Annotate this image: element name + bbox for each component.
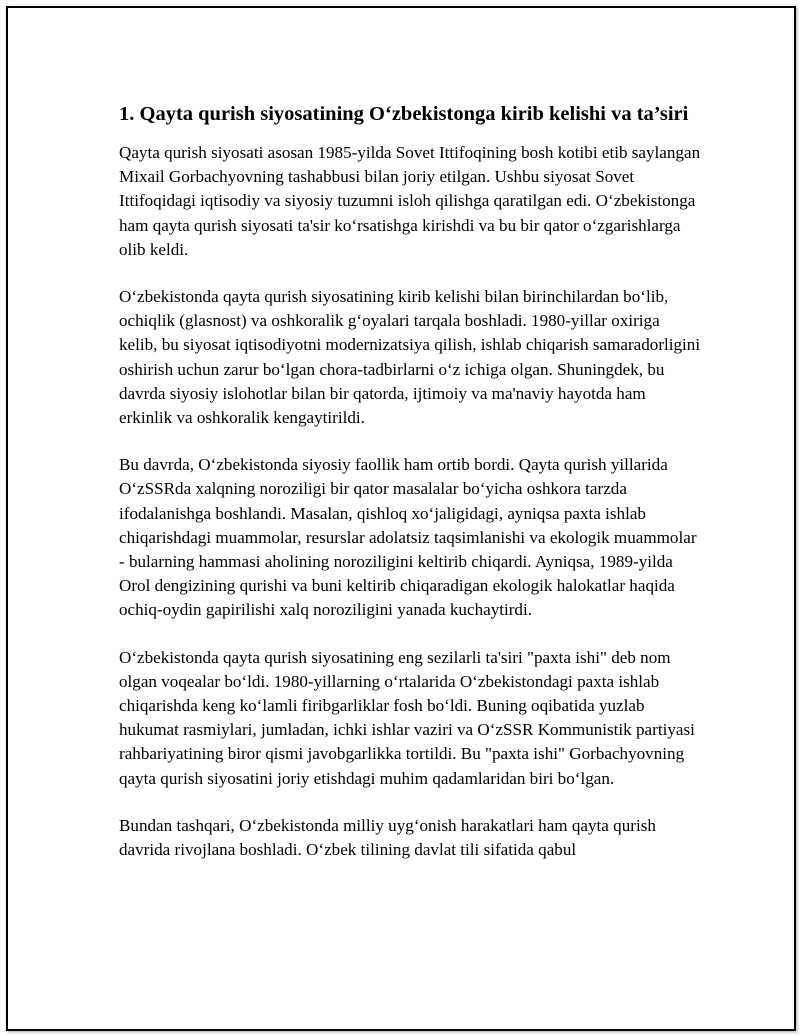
paragraph-1: Qayta qurish siyosati asosan 1985-yilda Sovet Ittifoqining bosh kotibi etib saylangan Mixail Gorbachyovning tashabbusi bilan joriy etilgan. Ushbu siyosat Sovet Ittifoqidagi iqtisodiy va siyosiy tuzumni isloh qilishga qaratilgan edi. O‘zbekistonga ham qayta qurish siyosati ta'sir ko‘rsatishga kirishdi va bu bir qator o‘zgarishlarga olib keldi.: [119, 143, 701, 259]
paragraph-4: O‘zbekistonda qayta qurish siyosatining eng sezilarli ta'siri "paxta ishi" deb nom olgan voqealar bo‘ldi. 1980-yillarning o‘rtalarida O‘zbekistondagi paxta ishlab chiqarishda keng ko‘lamli firibgarliklar fosh bo‘ldi. Buning oqibatida yuzlab hukumat rasmiylari, jumladan, ichki ishlar vaziri va O‘zSSR Kommunistik partiyasi rahbariyatining biror qismi javobgarlikka tortildi. Bu "paxta ishi" Gorbachyovning qayta qurish siyosatini joriy etishdagi muhim qadamlaridan biri bo‘lgan.: [119, 647, 695, 788]
paragraph-2: O‘zbekistonda qayta qurish siyosatining kirib kelishi bilan birinchilardan bo‘lib, ochiqlik (glasnost) va oshkoralik g‘oyalari tarqala boshladi. 1980-yillar oxiriga kelib, bu siyosat iqtisodiyotni modernizatsiya qilish, ishlab chiqarish samaradorligini oshirish uchun zarur bo‘lgan chora-tadbirlarni o‘z ichiga olgan. Shuningdek, bu davrda siyosiy islohotlar bilan bir qatorda, ijtimoiy va ma'naviy hayotda ham erkinlik va oshkoralik kengaytirildi.: [119, 287, 701, 428]
paragraph-5: Bundan tashqari, O‘zbekistonda milliy uyg‘onish harakatlari ham qayta qurish davrida rivojlana boshladi. O‘zbek tilining davlat tili sifatida qabul: [119, 815, 656, 860]
paragraph-3: Bu davrda, O‘zbekistonda siyosiy faollik ham ortib bordi. Qayta qurish yillarida O‘zSSRda xalqning noroziligi bir qator masalalar bo‘yicha oshkora tarzda ifodalanishga boshlandi. Masalan, qishloq xo‘jaligidagi, ayniqsa paxta ishlab chiqarishdagi muammolar, resurslar adolatsiz taqsimlanishi va ekologik muammolar - bularning hammasi aholining noroziligini keltirib chiqardi. Ayniqsa, 1989-yilda Orol dengizining qurishi va buni keltirib chiqaradigan ekologik halokatlar haqida ochiq-oydin gapirilishi xalq noroziligini yanada kuchaytirdi.: [119, 455, 697, 620]
document-page: [6, 6, 796, 1031]
section-heading: 1. Qayta qurish siyosatining O‘zbekistonga kirib kelishi va ta’siri: [119, 103, 689, 125]
document-body: [119, 100, 701, 885]
